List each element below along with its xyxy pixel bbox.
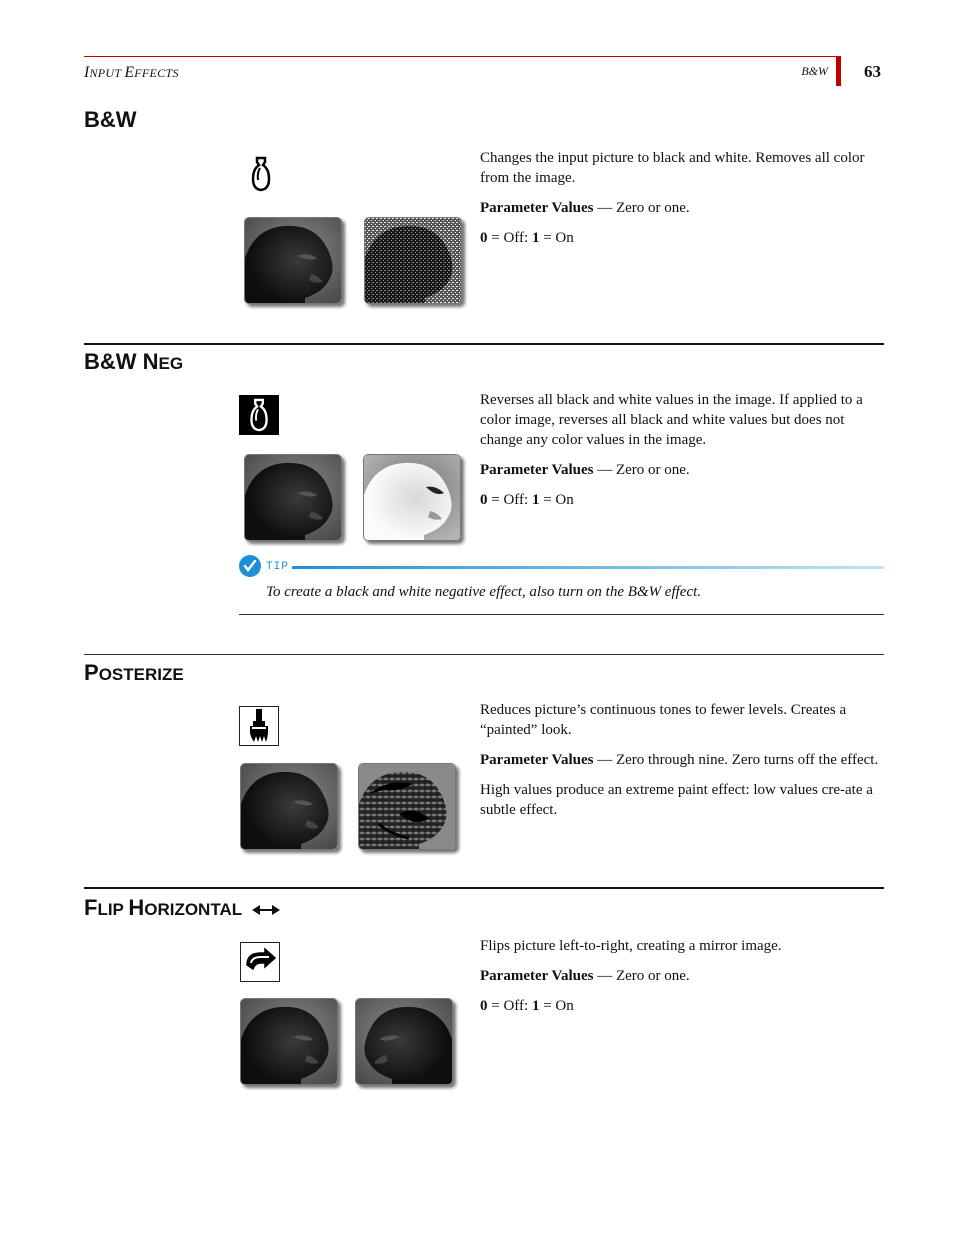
section-bw-params: Parameter Values — Zero or one. <box>480 200 690 216</box>
gorilla-thumb-flipped <box>355 998 453 1085</box>
gorilla-thumb-original <box>240 998 338 1085</box>
gorilla-thumb-original <box>244 217 342 304</box>
section-title-bw-neg: B&W NEG <box>84 349 184 374</box>
running-header-topic: B&W <box>801 64 828 78</box>
section-rule-posterize <box>84 654 884 655</box>
section-posterize-extra: High values produce an extreme paint effect: low values cre-ate a subtle effect. <box>480 782 873 818</box>
section-rule-bw-neg <box>84 343 884 345</box>
tip-text: To create a black and white negative effect, also turn on the B&W effect. <box>266 584 702 600</box>
gorilla-thumb-negative <box>363 454 461 541</box>
vase-inverted-icon <box>239 395 279 435</box>
section-bw-neg-params: Parameter Values — Zero or one. <box>480 462 690 478</box>
section-rule-flip <box>84 887 884 889</box>
section-flip-body <box>480 936 884 1026</box>
tip-label: TIP <box>266 561 289 573</box>
header-rule <box>84 56 838 57</box>
section-bw-values: 0 = Off: 1 = On <box>480 230 574 246</box>
section-bw-neg-values: 0 = Off: 1 = On <box>480 492 574 508</box>
section-bw-body <box>480 148 884 258</box>
vase-outline-icon <box>241 154 281 194</box>
header-accent-bar <box>836 56 841 86</box>
running-header-section: INPUT EFFECTS <box>84 64 179 81</box>
section-posterize-body <box>480 700 884 830</box>
section-title-posterize: POSTERIZE <box>84 660 184 685</box>
page-number: 63 <box>864 62 881 81</box>
flip-arrow-icon <box>240 942 280 982</box>
gorilla-thumb-posterized <box>358 763 456 850</box>
section-posterize-params: Parameter Values — Zero through nine. Zero turns off the effect. <box>480 752 879 768</box>
double-arrow-icon <box>252 898 280 920</box>
section-title-bw: B&W <box>84 107 137 132</box>
gorilla-thumb-bw <box>364 217 462 304</box>
tip-rule <box>292 566 884 569</box>
section-title-flip-horizontal: FLIP HORIZONTAL <box>84 897 280 920</box>
section-bw-description: Changes the input picture to black and white. Removes all color from the image. <box>480 150 865 186</box>
section-bw-neg-description: Reverses all black and white values in the image. If applied to a color image, reverses all black and white values but does not change any color values in the image. <box>480 392 863 448</box>
tip-bottom-rule <box>239 614 884 615</box>
tip-check-icon <box>239 555 261 577</box>
section-flip-params: Parameter Values — Zero or one. <box>480 968 690 984</box>
section-flip-description: Flips picture left-to-right, creating a mirror image. <box>480 938 782 954</box>
gorilla-thumb-original <box>244 454 342 541</box>
section-flip-values: 0 = Off: 1 = On <box>480 998 574 1014</box>
section-posterize-description: Reduces picture’s continuous tones to fewer levels. Creates a “painted” look. <box>480 702 847 738</box>
paintbrush-icon <box>239 706 279 746</box>
gorilla-thumb-original <box>240 763 338 850</box>
section-bw-neg-body <box>480 390 884 520</box>
